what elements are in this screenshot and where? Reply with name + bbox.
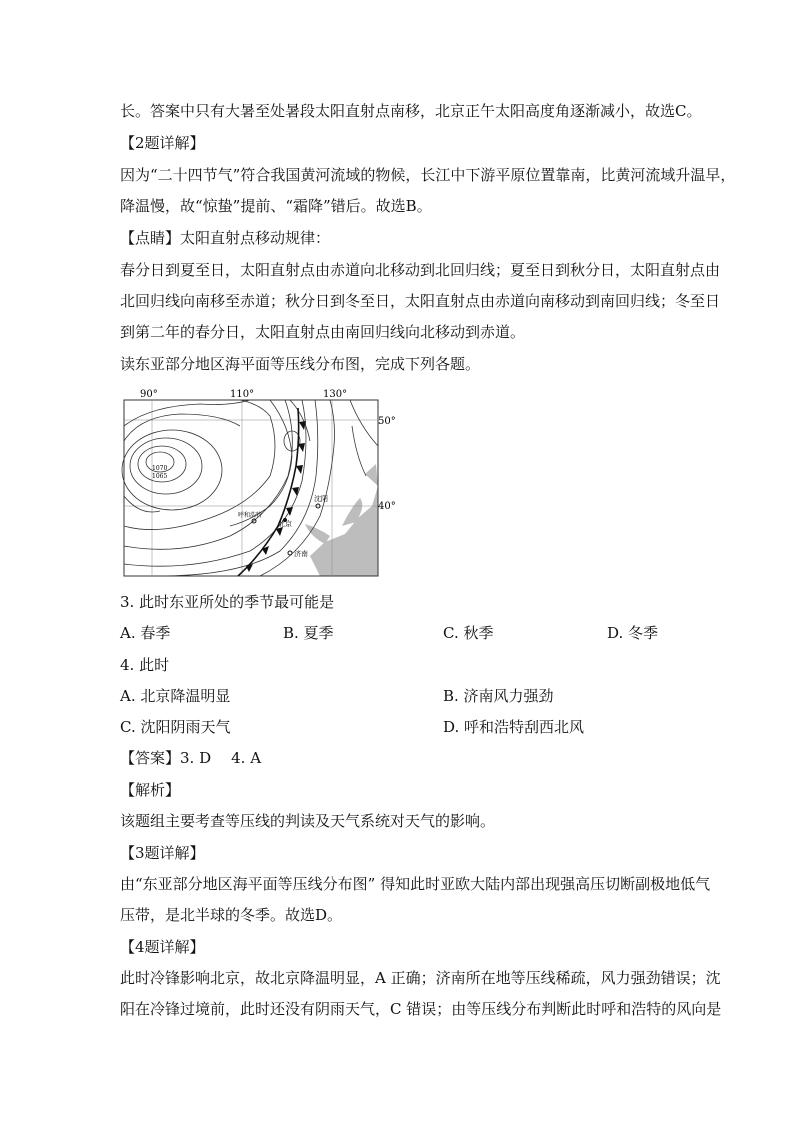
city-label: 呼和浩特 xyxy=(238,512,263,519)
isobar-map xyxy=(120,386,405,578)
heading-q3-detail: 【3题详解】 xyxy=(120,844,205,862)
paragraph: 压带，是北半球的冬季。故选D。 xyxy=(120,906,343,924)
paragraph: 春分日到夏至日，太阳直射点由赤道向北移动到北回归线；夏至日到秋分日，太阳直射点由 xyxy=(120,261,721,279)
city-label: 济南 xyxy=(294,550,308,558)
paragraph: 此时冷锋影响北京，故北京降温明显，A 正确；济南所在地等压线稀疏，风力强劲错误；沈 xyxy=(120,969,721,987)
paragraph: 因为“二十四节气”符合我国黄河流域的物候，长江中下游平原位置靠南，比黄河流域升温早， xyxy=(120,166,736,184)
city-marker xyxy=(288,551,292,555)
q4-option-a[interactable]: A. 北京降温明显 xyxy=(120,687,231,705)
paragraph: 该题组主要考查等压线的判读及天气系统对天气的影响。 xyxy=(120,812,496,830)
question-3: 3. 此时东亚所处的季节最可能是 xyxy=(120,593,335,611)
q3-option-b[interactable]: B. 夏季 xyxy=(283,624,334,642)
question-4: 4. 此时 xyxy=(120,656,170,674)
lon-label: 130° xyxy=(323,389,348,400)
lat-label: 40° xyxy=(378,501,396,512)
question-intro: 读东亚部分地区海平面等压线分布图，完成下列各题。 xyxy=(120,355,481,373)
q4-option-c[interactable]: C. 沈阳阴雨天气 xyxy=(120,718,231,736)
sea-area xyxy=(305,524,330,544)
paragraph: 阳在冷锋过境前，此时还没有阴雨天气，C 错误；由等压线分布判断此时呼和浩特的风向是 xyxy=(120,1000,722,1018)
paragraph: 到第二年的春分日，太阳直射点由南回归线向北移动到赤道。 xyxy=(120,323,526,341)
answer-4: 4. A xyxy=(231,749,262,767)
paragraph: 降温慢，故“惊蛰”提前、“霜降”错后。故选B。 xyxy=(120,197,432,215)
sea-area xyxy=(310,464,378,576)
lon-label: 90° xyxy=(140,389,158,400)
city-label: 北京 xyxy=(278,520,292,528)
tip-heading: 【点睛】太阳直射点移动规律： xyxy=(120,229,331,247)
city-label: 沈阳 xyxy=(314,495,328,503)
lon-label: 110° xyxy=(230,389,255,400)
q3-option-a[interactable]: A. 春季 xyxy=(120,624,171,642)
paragraph: 北回归线向南移至赤道；秋分日到冬至日，太阳直射点由赤道向南移动到南回归线；冬至日 xyxy=(120,292,721,310)
q4-option-b[interactable]: B. 济南风力强劲 xyxy=(443,687,554,705)
lat-label: 50° xyxy=(378,416,396,427)
paragraph: 长。答案中只有大暑至处暑段太阳直射点南移，北京正午太阳高度角逐渐减小，故选C。 xyxy=(120,102,702,120)
q3-option-d[interactable]: D. 冬季 xyxy=(607,624,659,642)
analysis-heading: 【解析】 xyxy=(120,781,181,799)
paragraph: 由“东亚部分地区海平面等压线分布图” 得知此时亚欧大陆内部出现强高压切断副极地低气 xyxy=(120,875,711,893)
q4-option-d[interactable]: D. 呼和浩特刮西北风 xyxy=(443,718,585,736)
heading-q2-detail: 【2题详解】 xyxy=(120,134,205,152)
heading-q4-detail: 【4题详解】 xyxy=(120,938,205,956)
answer-line xyxy=(120,748,261,768)
isobar-label: 1070 xyxy=(152,465,168,472)
answer-3: 【答案】3. D xyxy=(120,749,212,767)
isobar-label: 1065 xyxy=(152,473,168,480)
q3-option-c[interactable]: C. 秋季 xyxy=(443,624,494,642)
